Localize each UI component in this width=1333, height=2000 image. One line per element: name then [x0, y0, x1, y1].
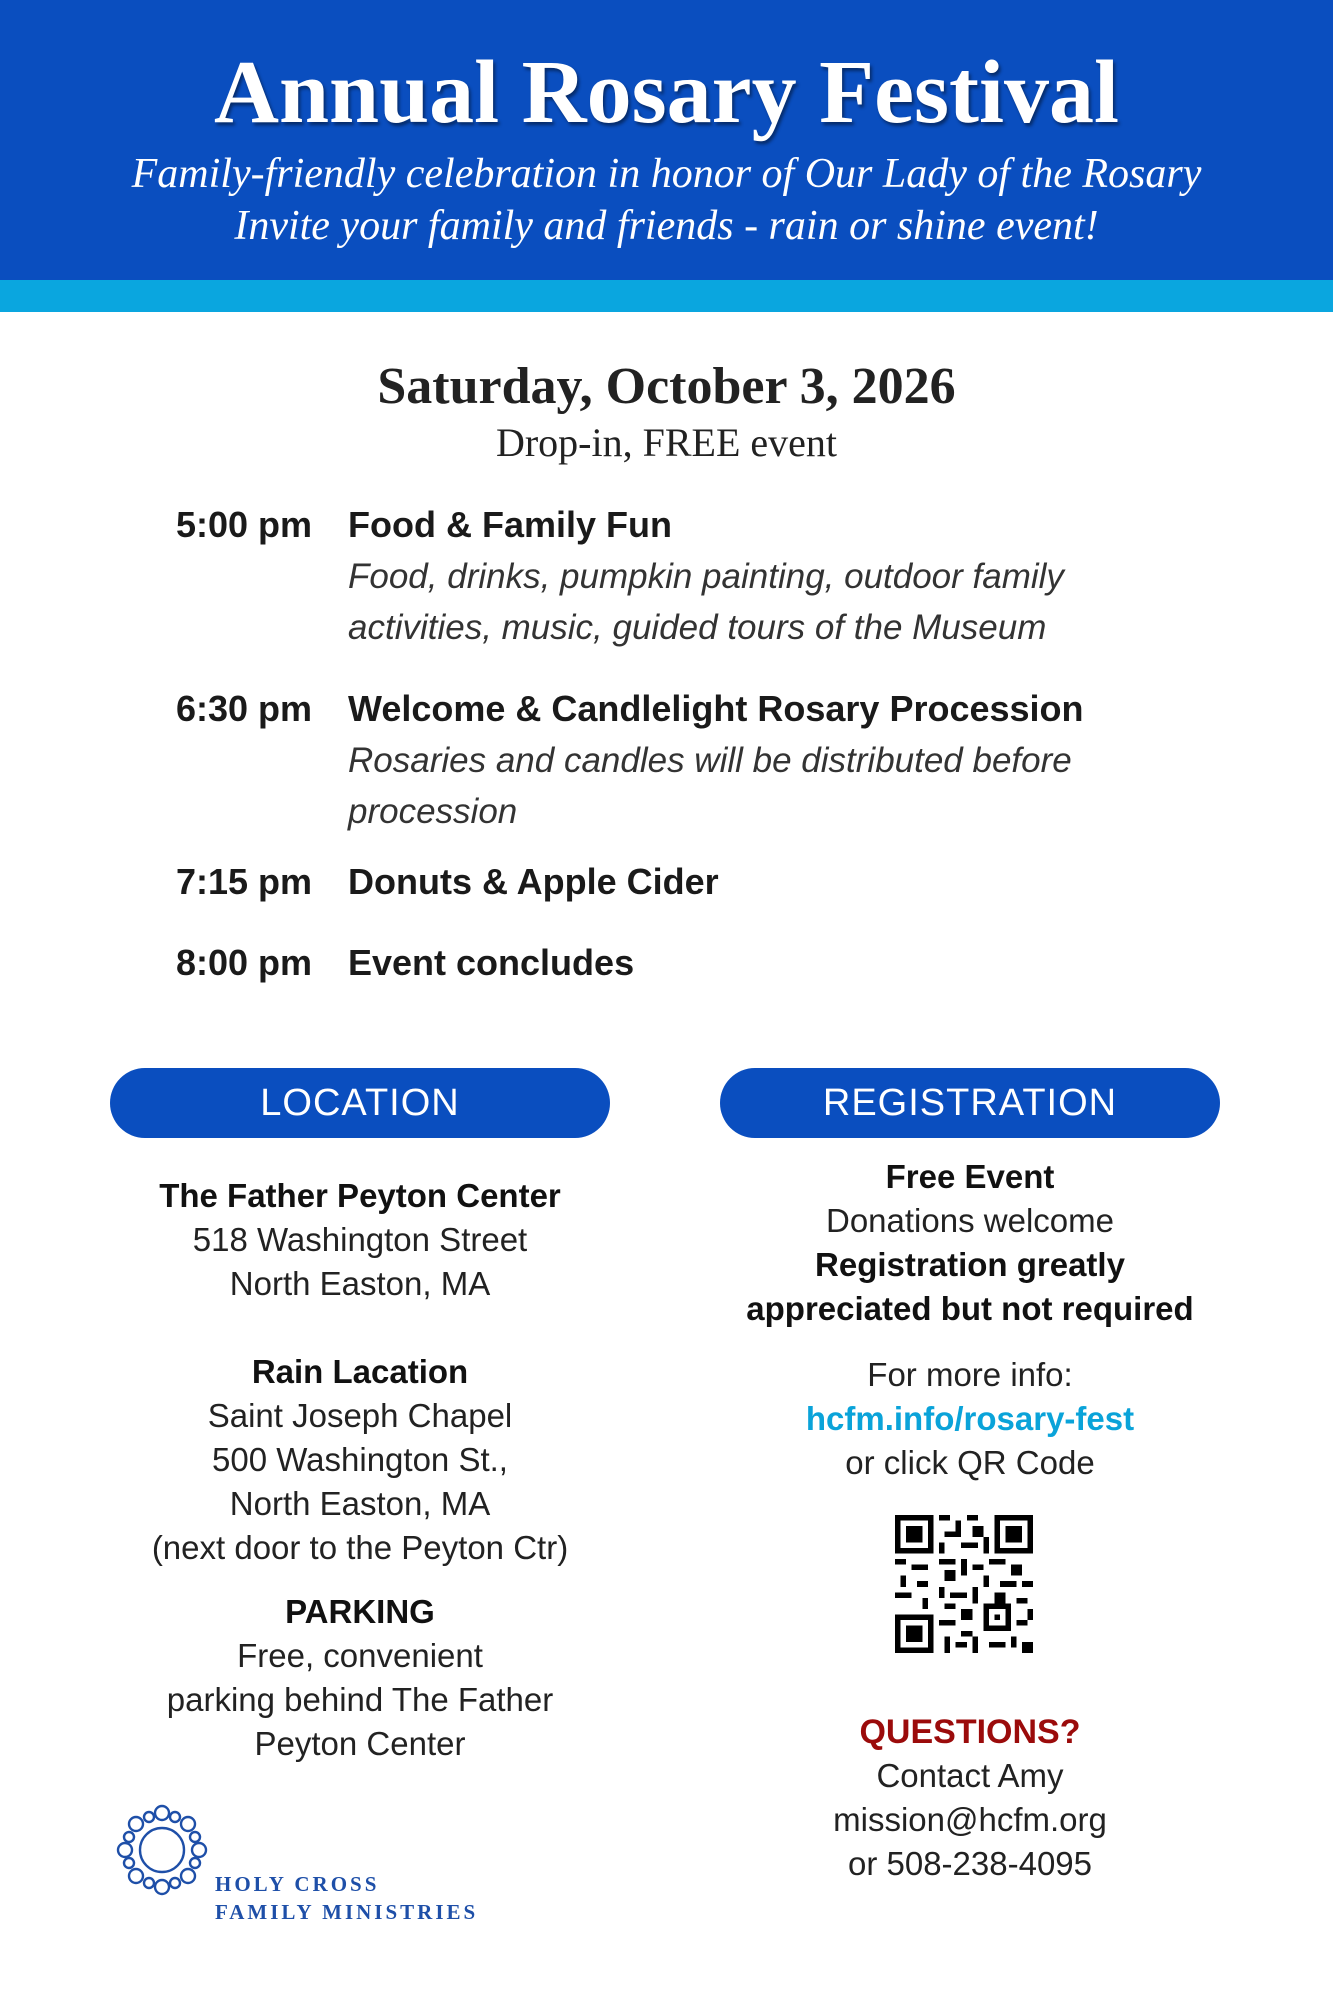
schedule-description: Rosaries and candles will be distributed before [348, 741, 1072, 780]
schedule-description: activities, music, guided tours of the Museum [348, 608, 1047, 647]
schedule-time: 7:15 pm [175, 861, 312, 902]
schedule-description: Food, drinks, pumpkin painting, outdoor family [348, 557, 1064, 596]
registration-note: Registration greatly [815, 1246, 1125, 1283]
holy-cross-logo-icon [112, 1800, 212, 1900]
header-stripe [0, 280, 1333, 312]
qr-code-caption: or click QR Code [845, 1444, 1095, 1481]
subtitle-line-2: Invite your family and friends - rain or shine event! [234, 203, 1099, 249]
parking-line: Free, convenient [237, 1637, 483, 1674]
rain-location-line: Saint Joseph Chapel [207, 1397, 513, 1434]
more-info-label: For more info: [867, 1356, 1073, 1393]
free-event-label: Free Event [885, 1158, 1055, 1195]
registration-note: appreciated but not required [746, 1290, 1194, 1327]
qr-code[interactable] [895, 1515, 1033, 1653]
rain-location-line: (next door to the Peyton Ctr) [151, 1529, 569, 1566]
schedule-time: 6:30 pm [175, 688, 312, 729]
questions-block [720, 1710, 1220, 1886]
logo-text-line-2: FAMILY MINISTRIES [215, 1900, 479, 1924]
schedule-time: 5:00 pm [175, 504, 312, 545]
schedule-description: procession [348, 792, 518, 831]
location-heading: LOCATION [110, 1068, 610, 1138]
page-title: Annual Rosary Festival [213, 43, 1120, 142]
rain-location-line: 500 Washington St., [212, 1441, 508, 1478]
contact-email[interactable]: mission@hcfm.org [833, 1801, 1107, 1838]
registration-info [720, 1155, 1220, 1485]
questions-heading: QUESTIONS? [859, 1713, 1081, 1751]
parking-line: parking behind The Father [166, 1681, 554, 1718]
event-date: Saturday, October 3, 2026 [377, 358, 956, 415]
event-note: Drop-in, FREE event [495, 420, 838, 465]
schedule-title: Food & Family Fun [348, 504, 672, 545]
logo-text-line-1: HOLY CROSS [215, 1872, 380, 1896]
registration-heading: REGISTRATION [720, 1068, 1220, 1138]
rain-location-line: North Easton, MA [229, 1485, 491, 1522]
rain-location-heading: Rain Lacation [251, 1353, 469, 1390]
contact-name: Contact Amy [876, 1757, 1064, 1794]
subtitle-line-1: Family-friendly celebration in honor of Our Lady of the Rosary [131, 151, 1202, 197]
parking-line: Peyton Center [254, 1725, 466, 1762]
parking-heading: PARKING [285, 1593, 435, 1630]
venue-address-line: 518 Washington Street [192, 1221, 528, 1258]
schedule-title: Donuts & Apple Cider [348, 861, 719, 902]
venue-address-line: North Easton, MA [229, 1265, 491, 1302]
schedule-time: 8:00 pm [175, 942, 312, 983]
contact-phone[interactable]: or 508-238-4095 [847, 1845, 1093, 1882]
schedule-title: Event concludes [348, 942, 635, 983]
venue-name: The Father Peyton Center [159, 1177, 561, 1214]
location-info [110, 1174, 610, 1766]
donations-label: Donations welcome [826, 1202, 1114, 1239]
schedule-title: Welcome & Candlelight Rosary Procession [348, 688, 1084, 729]
registration-link[interactable]: hcfm.info/rosary-fest [805, 1400, 1135, 1437]
